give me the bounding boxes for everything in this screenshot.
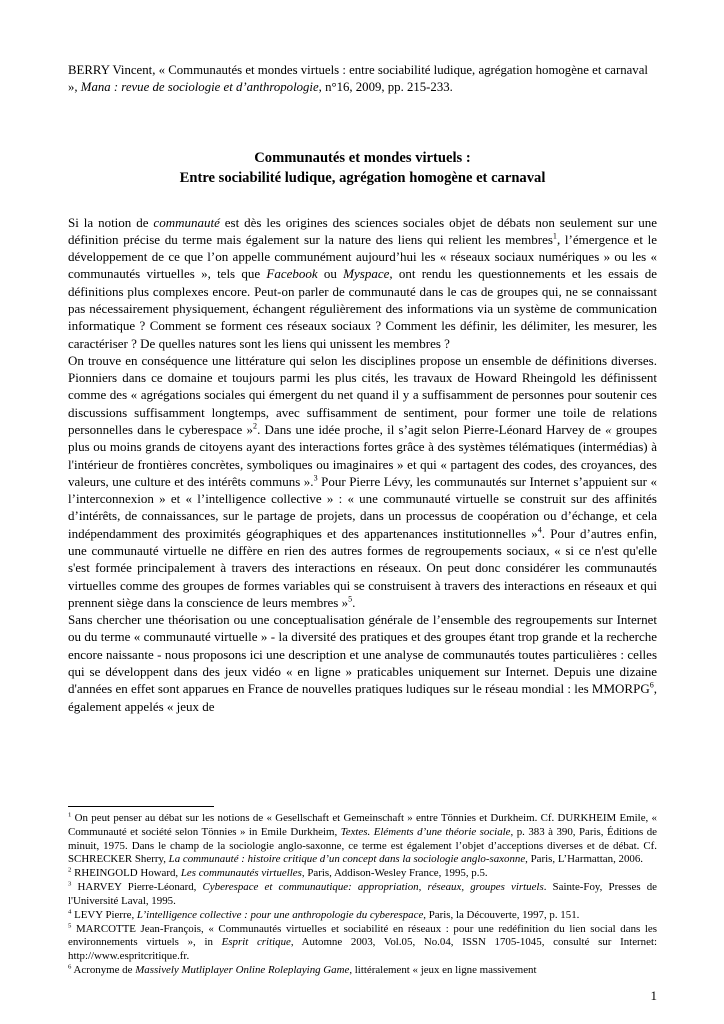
italic-text-run: Textes. Eléments d’une théorie sociale xyxy=(340,825,511,838)
body-paragraph xyxy=(68,611,657,715)
footnote-marker: 2 xyxy=(253,421,258,431)
text-run: MARCOTTE Jean-François, « Communautés virtuelles et sociabilité en réseaux : pour une redéfinition du lien social dans les environnements virtuels », in xyxy=(68,922,657,949)
body-text xyxy=(68,214,657,715)
footnote-marker: 6 xyxy=(649,680,654,690)
footnote xyxy=(68,964,657,978)
text-run: , littéralement « jeux en ligne massivement xyxy=(349,964,537,977)
text-run: Acronyme de xyxy=(71,964,136,977)
footnote-marker: 3 xyxy=(313,473,318,483)
text-run: Pour Pierre Lévy, les communautés sur Internet s’appuient sur « l’interconnexion » et « l’intelligence collective » : « une communauté virtuelle se construit sur des affinités d’intérêts, de connaissances, sur le partage de projets, dans un processus de coopération ou d’échange, et cela indépendamment des proximités géographiques et des appartenances institutionnelles » xyxy=(68,473,657,541)
italic-text-run: Myspace, xyxy=(343,266,393,282)
text-run: , Paris, la Découverte, 1997, p. 151. xyxy=(423,908,580,921)
footnote xyxy=(68,812,657,867)
footnote-marker: 6 xyxy=(68,963,72,971)
italic-text-run: Cyberespace et communautique: appropriation, réseaux, groupes virtuels xyxy=(202,881,544,894)
footnote-marker: 5 xyxy=(348,594,353,604)
footnotes-section xyxy=(68,806,657,978)
text-run: , n°16, 2009, pp. 215-233. xyxy=(318,79,453,94)
body-paragraph xyxy=(68,214,657,352)
paper-title-line-2: Entre sociabilité ludique, agrégation homogène et carnaval xyxy=(179,170,546,187)
footnote-marker: 1 xyxy=(68,811,72,819)
footnote-separator xyxy=(68,806,214,807)
footnote-marker: 5 xyxy=(68,922,72,929)
text-run: Si la notion de xyxy=(68,214,154,230)
text-run: , l’émergence et le développement de ce que l’on appelle communément aujourd’hui les « réseaux sociaux numériques » ou les « communautés virtuelles », tels que xyxy=(68,231,657,282)
italic-text-run: Massively Mutliplayer Online Roleplaying Game xyxy=(135,964,350,977)
page-number: 1 xyxy=(650,988,657,1003)
italic-text-run: communauté xyxy=(153,214,220,230)
text-run: . Dans une idée proche, il s’agit selon Pierre-Léonard Harvey de xyxy=(257,422,606,437)
footnote-marker: 2 xyxy=(68,866,72,874)
italic-text-run: Facebook xyxy=(266,266,318,282)
citation-header xyxy=(68,62,657,96)
text-run: . Pour d’autres enfin, une communauté virtuelle ne diffère en rien des autres formes de regroupements sociaux, « si ce n'est qu'elle s'est formée principalement à travers des interactions en réseaux. On peut donc considérer les communautés virtuelles comme des groupes de formes variables qui se construisent à travers des interactions en réseaux et qui prennent siège dans la conscience de leurs membres » xyxy=(68,525,658,610)
italic-text-run: L’intelligence collective : pour une anthropologie du cyberespace xyxy=(136,908,424,921)
text-run: , également appelés « jeux de xyxy=(68,681,657,714)
text-run: On trouve en conséquence une littérature qui selon les disciplines propose un ensemble de définitions diverses. Pionniers dans ce domaine et toujours parmi les plus cités, les travaux de Howard Rheingold les définissent comme des « agrégations sociales qui émergent du net quand il y a suffisamment de personnes pour soutenir ces discussions suffisamment longtemps, avec suffisamment de sentiment, pour former une toile de relations personnelles dans le cyberespace » xyxy=(68,352,657,437)
text-run: , Paris, L’Harmattan, 2006. xyxy=(525,853,644,866)
text-run: est dès les origines des sciences sociales objet de débats non seulement sur une définition précise du terme mais également sur la nature des liens qui relient les membres xyxy=(68,214,657,247)
italic-text-run: Les communautés virtuelles xyxy=(180,867,302,880)
text-run: . xyxy=(352,594,356,610)
text-run: HARVEY Pierre-Léonard, xyxy=(71,881,203,894)
text-run: LEVY Pierre, xyxy=(71,908,137,921)
footnote xyxy=(68,867,657,881)
text-run: BERRY Vincent, « Communautés et mondes virtuels : entre sociabilité ludique, agrégation homogène et carnaval », xyxy=(68,63,648,94)
footnote-marker: 4 xyxy=(68,908,72,916)
text-run: On peut penser au débat sur les notions de « Gesellschaft et Gemeinschaft » entre Tönnies et Durkheim. Cf. DURKHEIM Emile, « Communauté et société selon Tönnies » in Emile Durkheim, xyxy=(68,811,657,838)
text-run: ont rendu les questionnements et les essais de définitions plus complexes encore. Peut-on parler de communauté dans le cas de groupes qui, ne se connaissant pas nécessairement physiquement, échangent régulièrement des informations via un système de communication informatique ? Comment se forment ces réseaux sociaux ? Comment les définir, les délimiter, les mesurer, les caractériser ? De quelles natures sont les liens qui unissent les membres ? xyxy=(68,266,658,351)
body-paragraph xyxy=(68,352,657,611)
italic-text-run: La communauté : histoire critique d’un concept dans la sociologie anglo-saxonne xyxy=(168,853,526,866)
footnote-marker: 1 xyxy=(552,231,557,241)
italic-text-run: Esprit critique xyxy=(221,936,291,949)
footnote xyxy=(68,923,657,965)
text-run: Sans chercher une théorisation ou une conceptualisation générale de l’ensemble des regroupements sur Internet ou du terme « communauté virtuelle » - la diversité des pratiques et des groupes étant trop grande et la recherche encore naissante - nous proposons ici une description et une analyse de communautés toutes particulières : celles qui se développent dans des jeux vidéo « en ligne » praticables uniquement sur Internet. Depuis une dizaine d'années en effet sont apparues en France de nouvelles pratiques ludiques sur le réseau mondial : les MMORPG xyxy=(68,612,657,697)
text-run: RHEINGOLD Howard, xyxy=(71,867,181,880)
footnote xyxy=(68,909,657,923)
footnotes-list xyxy=(68,812,657,978)
footnote-marker: 4 xyxy=(537,525,542,535)
text-run: ou xyxy=(317,266,344,282)
text-run: groupes plus ou moins grands de citoyens ayant des interactions fortes grâce à des systèmes télématiques (intermédias) à l'intérieur de frontières concrètes, symboliques ou imaginaires » et qui « partagent des codes, des croyances, des valeurs, une culture et des intérêts communs ». xyxy=(68,422,658,489)
footnote-marker: 3 xyxy=(68,880,72,888)
text-run: , Paris, Addison-Wesley France, 1995, p.5. xyxy=(301,867,488,880)
footnote xyxy=(68,881,657,909)
text-run: , Automne 2003, Vol.05, No.04, ISSN 1705-1045, consulté sur Internet: http://www.espritcritique.fr. xyxy=(68,936,657,963)
text-run: , p. 383 à 390, Paris, Éditions de minuit, 1975. Dans le champ de la sociologie anglo-saxonne, ce terme est également l’objet d’acceptions diverses et de débat. Cf. SCHRECKER Sherry, xyxy=(68,825,658,866)
text-run: . Sainte-Foy, Presses de l'Université Laval, 1995. xyxy=(68,881,657,907)
paper-title xyxy=(68,148,657,189)
italic-text-run: « xyxy=(605,422,612,437)
italic-text-run: Mana : revue de sociologie et d’anthropologie xyxy=(80,79,319,94)
paper-title-line-1: Communautés et mondes virtuels : xyxy=(254,149,471,166)
